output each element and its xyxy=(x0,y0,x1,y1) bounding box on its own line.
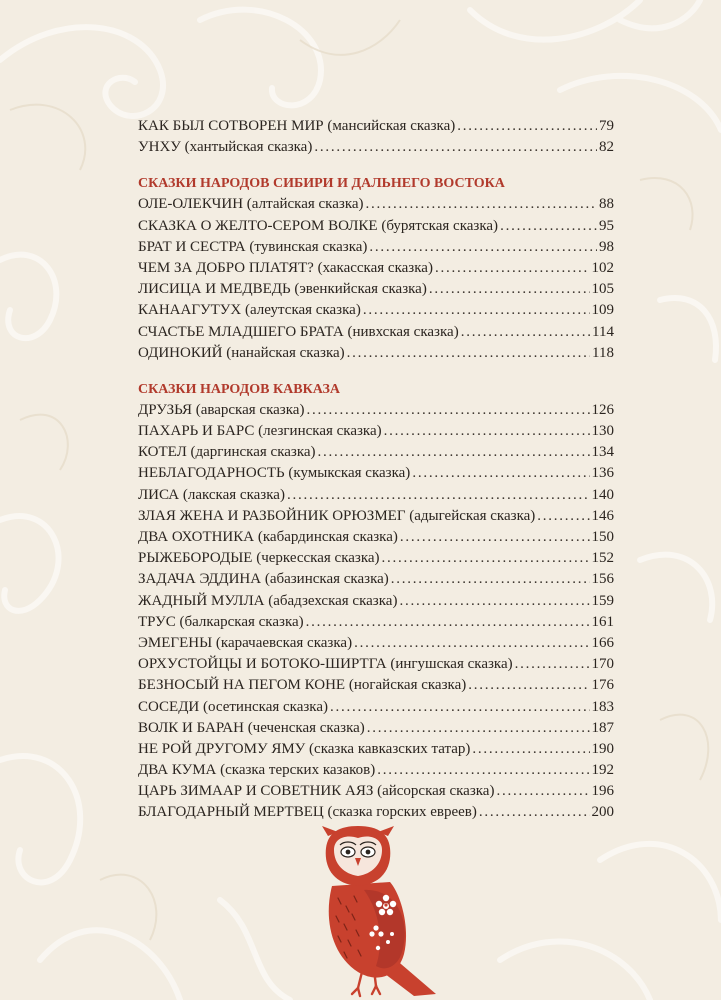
toc-entry-page: 88 xyxy=(599,196,614,213)
toc-leader-dots xyxy=(306,400,589,421)
toc-entry-title: ЗАДАЧА ЭДДИНА (абазинская сказка) xyxy=(138,571,389,588)
toc-entry-page: 126 xyxy=(591,401,614,418)
toc-entry-title: СЧАСТЬЕ МЛАДШЕГО БРАТА (нивхская сказка) xyxy=(138,323,459,340)
toc-leader-dots xyxy=(354,633,589,654)
toc-entry-page: 79 xyxy=(599,118,614,134)
toc-entry[interactable] xyxy=(138,442,614,463)
toc-entry-title: ДРУЗЬЯ (аварская сказка) xyxy=(138,401,305,418)
toc-entry[interactable] xyxy=(138,633,614,654)
toc-entry-page: 98 xyxy=(599,238,614,255)
toc-entry-title: ПАХАРЬ И БАРС (лезгинская сказка) xyxy=(138,423,382,440)
toc-entry[interactable] xyxy=(138,718,614,739)
toc-entry[interactable] xyxy=(138,216,614,237)
toc-entry[interactable] xyxy=(138,300,614,321)
toc-entry[interactable] xyxy=(138,237,614,258)
toc-section-caucasus xyxy=(138,379,614,824)
toc-entry-page: 200 xyxy=(591,804,614,821)
toc-entry-page: 95 xyxy=(599,217,614,234)
toc-entry-page: 196 xyxy=(591,783,614,800)
toc-entry[interactable] xyxy=(138,802,614,823)
toc-entry-title: ВОЛК И БАРАН (чеченская сказка) xyxy=(138,719,365,736)
toc-leader-dots xyxy=(537,506,589,527)
toc-entry-title: ЛИСА (лакская сказка) xyxy=(138,486,285,503)
toc-entry[interactable] xyxy=(138,612,614,633)
toc-entry-page: 102 xyxy=(591,259,614,276)
toc-entry[interactable] xyxy=(138,194,614,215)
toc-entry[interactable] xyxy=(138,527,614,548)
toc-leader-dots xyxy=(369,237,597,258)
toc-entry-page: 140 xyxy=(591,486,614,503)
toc-entry[interactable] xyxy=(138,697,614,718)
toc-entry-title: ЗЛАЯ ЖЕНА И РАЗБОЙНИК ОРЮЗМЕГ (адыгейская сказка) xyxy=(138,507,536,524)
toc-entry[interactable] xyxy=(138,279,614,300)
toc-entry-title: ЧЕМ ЗА ДОБРО ПЛАТЯТ? (хакасская сказка) xyxy=(138,259,433,276)
toc-leader-dots xyxy=(399,591,589,612)
toc-leader-dots xyxy=(318,442,590,463)
toc-entry-title: КАНААГУТУХ (алеутская сказка) xyxy=(138,302,361,319)
toc-entry[interactable] xyxy=(138,421,614,442)
toc-entry-title: ТРУС (балкарская сказка) xyxy=(138,613,304,630)
toc-section-siberia xyxy=(138,173,614,364)
toc-leader-dots xyxy=(500,216,597,237)
toc-leader-dots xyxy=(377,760,589,781)
toc-entry-title: ДВА ОХОТНИКА (кабардинская сказка) xyxy=(138,529,398,545)
toc-entry[interactable] xyxy=(138,739,614,760)
toc-entry-title: ОРХУСТОЙЦЫ И БОТОКО-ШИРТГА (ингушская сказка) xyxy=(138,656,513,673)
toc-entry-title: БЕЗНОСЫЙ НА ПЕГОМ КОНЕ (ногайская сказка) xyxy=(138,677,467,694)
toc-section-continued xyxy=(138,116,614,158)
toc-entry[interactable] xyxy=(138,485,614,506)
toc-entry-page: 190 xyxy=(591,740,614,757)
toc-leader-dots xyxy=(457,116,597,137)
toc-entry[interactable] xyxy=(138,506,614,527)
toc-entry-page: 170 xyxy=(591,656,614,673)
toc-leader-dots xyxy=(347,343,590,364)
toc-entry-page: 152 xyxy=(591,550,614,567)
toc-entry[interactable] xyxy=(138,760,614,781)
toc-entry-page: 82 xyxy=(599,139,614,156)
toc-leader-dots xyxy=(429,279,590,300)
toc-leader-dots xyxy=(479,802,590,823)
toc-entry-page: 192 xyxy=(591,762,614,779)
toc-leader-dots xyxy=(496,781,589,802)
toc-entry-page: 114 xyxy=(592,323,614,340)
toc-entry-title: БЛАГОДАРНЫЙ МЕРТВЕЦ (сказка горских евреев) xyxy=(138,804,477,821)
toc-entry[interactable] xyxy=(138,343,614,364)
toc-entry-page: 161 xyxy=(591,613,614,630)
toc-leader-dots xyxy=(366,194,597,215)
section-heading: СКАЗКИ НАРОДОВ КАВКАЗА xyxy=(138,381,340,397)
toc-entry-title: УНХУ (хантыйская сказка) xyxy=(138,139,313,156)
toc-entry-title: ЭМЕГЕНЫ (карачаевская сказка) xyxy=(138,634,353,651)
toc-leader-dots xyxy=(461,322,590,343)
toc-entry[interactable] xyxy=(138,116,614,137)
table-of-contents xyxy=(138,116,614,824)
toc-leader-dots xyxy=(412,463,589,484)
toc-entry-title: БРАТ И СЕСТРА (тувинская сказка) xyxy=(138,238,368,255)
toc-entry-title: ЛИСИЦА И МЕДВЕДЬ (эвенкийская сказка) xyxy=(138,281,427,298)
toc-entry-title: КОТЕЛ (даргинская сказка) xyxy=(138,444,316,461)
toc-leader-dots xyxy=(400,527,590,548)
toc-entry[interactable] xyxy=(138,675,614,696)
toc-entry-page: 150 xyxy=(591,529,614,545)
toc-entry[interactable] xyxy=(138,781,614,802)
toc-entry-title: НЕ РОЙ ДРУГОМУ ЯМУ (сказка кавказских татар) xyxy=(138,740,471,757)
section-heading: СКАЗКИ НАРОДОВ СИБИРИ И ДАЛЬНЕГО ВОСТОКА xyxy=(138,176,505,192)
toc-leader-dots xyxy=(287,485,590,506)
toc-entry-page: 183 xyxy=(591,698,614,715)
toc-entry-page: 136 xyxy=(591,465,614,482)
toc-entry-title: ДВА КУМА (сказка терских казаков) xyxy=(138,762,376,779)
toc-entry-page: 146 xyxy=(591,507,614,524)
toc-entry-page: 109 xyxy=(591,302,614,319)
toc-entry-page: 166 xyxy=(591,634,614,651)
toc-entry[interactable] xyxy=(138,400,614,421)
toc-leader-dots xyxy=(363,300,590,321)
toc-entry[interactable] xyxy=(138,322,614,343)
toc-leader-dots xyxy=(306,612,590,633)
toc-entry-page: 159 xyxy=(591,592,614,609)
toc-entry-title: ЖАДНЫЙ МУЛЛА (абадзехская сказка) xyxy=(138,592,398,609)
owl-illustration xyxy=(318,826,440,1000)
toc-entry[interactable] xyxy=(138,137,614,158)
toc-leader-dots xyxy=(384,421,590,442)
toc-leader-dots xyxy=(314,137,597,158)
toc-entry-page: 134 xyxy=(591,444,614,461)
toc-leader-dots xyxy=(330,697,589,718)
toc-entry[interactable] xyxy=(138,654,614,675)
toc-entry[interactable] xyxy=(138,591,614,612)
toc-entry-title: КАК БЫЛ СОТВОРЕН МИР (мансийская сказка) xyxy=(138,118,456,134)
toc-entry-title: СОСЕДИ (осетинская сказка) xyxy=(138,698,329,715)
toc-entry-title: НЕБЛАГОДАРНОСТЬ (кумыкская сказка) xyxy=(138,465,411,482)
toc-entry-title: ОДИНОКИЙ (нанайская сказка) xyxy=(138,344,345,361)
toc-entry-page: 105 xyxy=(591,281,614,298)
toc-leader-dots xyxy=(435,258,590,279)
toc-entry[interactable] xyxy=(138,258,614,279)
toc-entry[interactable] xyxy=(138,569,614,590)
toc-leader-dots xyxy=(367,718,590,739)
toc-entry-title: СКАЗКА О ЖЕЛТО-СЕРОМ ВОЛКЕ (бурятская сказка) xyxy=(138,217,499,234)
toc-entry[interactable] xyxy=(138,548,614,569)
toc-entry[interactable] xyxy=(138,463,614,484)
toc-leader-dots xyxy=(472,739,589,760)
toc-entry-title: РЫЖЕБОРОДЫЕ (черкесская сказка) xyxy=(138,550,380,567)
toc-entry-title: ОЛЕ-ОЛЕКЧИН (алтайская сказка) xyxy=(138,196,364,213)
toc-entry-page: 187 xyxy=(591,719,614,736)
toc-entry-page: 176 xyxy=(591,677,614,694)
toc-entry-page: 130 xyxy=(591,423,614,440)
toc-entry-title: ЦАРЬ ЗИМААР И СОВЕТНИК АЯЗ (айсорская сказка) xyxy=(138,783,495,800)
toc-entry-page: 156 xyxy=(591,571,614,588)
toc-entry-page: 118 xyxy=(592,344,614,361)
toc-leader-dots xyxy=(382,548,590,569)
toc-leader-dots xyxy=(391,569,590,590)
toc-leader-dots xyxy=(515,654,590,675)
toc-leader-dots xyxy=(468,675,589,696)
